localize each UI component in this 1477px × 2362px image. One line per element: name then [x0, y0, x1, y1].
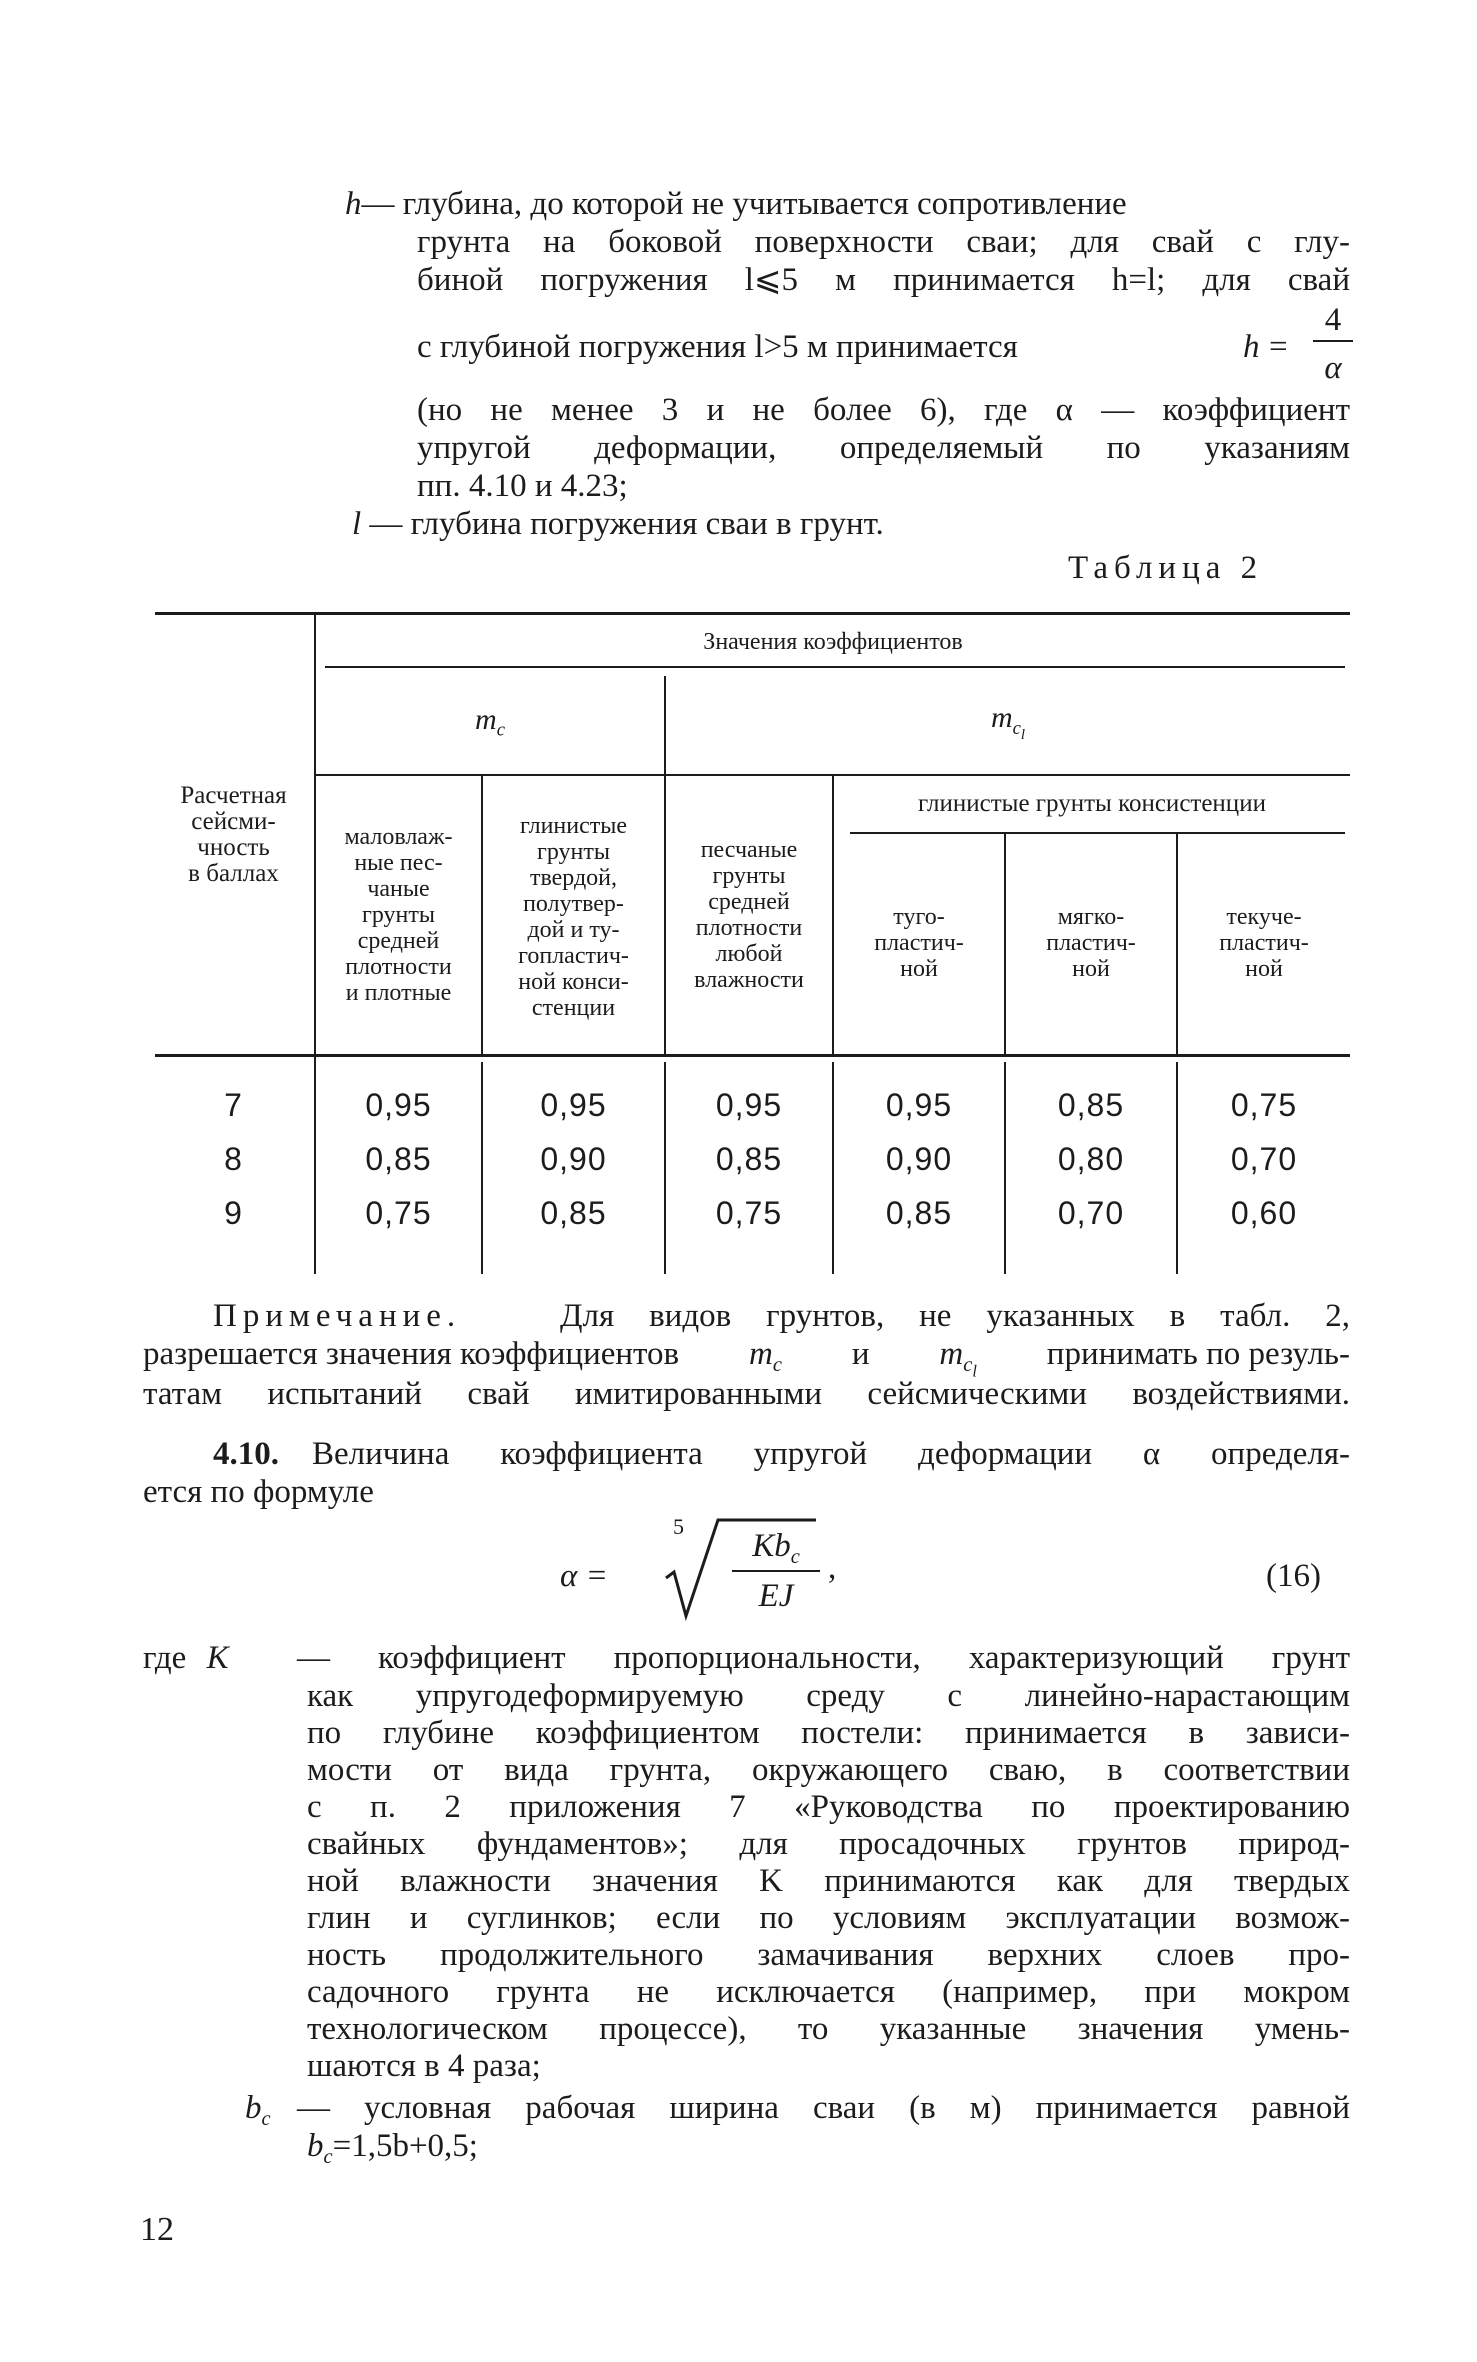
table-cell: 0,60	[1230, 1195, 1298, 1231]
section-line-1	[213, 1436, 1350, 1472]
table-cell: 0,95	[715, 1087, 783, 1123]
bc-text-1: — условная рабочая ширина сваи (в м) принимается равной	[297, 2090, 1350, 2126]
k-lead: где	[143, 1640, 187, 1676]
mcl-sub: c	[1012, 717, 1021, 739]
h-definition-line-7	[417, 468, 628, 504]
fraction-bar	[1313, 340, 1353, 342]
k-definition-line-1	[143, 1640, 1350, 1676]
formula-number: (16)	[1266, 1558, 1321, 1594]
note-text-2: разрешается значения коэффициентов	[143, 1336, 680, 1372]
k-definition-line: шаются в 4 раза;	[307, 2048, 541, 2084]
table-cell: 0,95	[540, 1087, 607, 1123]
formula-num-sub: c	[790, 1546, 800, 1569]
col-header-line: маловлаж-	[344, 824, 453, 850]
table-cell: 0,75	[365, 1195, 432, 1231]
row-label-line: Расчетная	[180, 782, 287, 809]
section-number: 4.10.	[213, 1436, 279, 1472]
h-definition-line-5	[417, 392, 1350, 428]
col-header-line: плотности	[345, 954, 452, 980]
row-label-line: сейсми-	[191, 808, 276, 835]
formula-denominator: EJ	[758, 1578, 794, 1614]
col-header-line: стенции	[531, 995, 616, 1021]
k-definition-line: мости от вида грунта, окружающего сваю, в соответствии	[307, 1752, 1350, 1788]
section-text-1: Величина коэффициента упругой деформации α определя-	[312, 1436, 1350, 1472]
header-clay-group	[834, 780, 1350, 828]
k-definition-line: ность продолжительного замачивания верхних слоев про-	[307, 1937, 1350, 1973]
k-definition-line: ной влажности значения K принимаются как для твердых	[307, 1863, 1350, 1899]
k-definition-line: с п. 2 приложения 7 «Руководства по проектированию	[307, 1789, 1350, 1825]
mcl-symbol	[990, 701, 1026, 743]
row-score: 7	[224, 1087, 243, 1123]
h-symbol-2: h	[1243, 329, 1260, 365]
row-score: 9	[224, 1195, 243, 1231]
col-header-line: туго-	[893, 904, 945, 930]
row-label-line: чность	[197, 834, 270, 861]
mc-sub: c	[496, 719, 505, 741]
h-definition-line-4	[417, 302, 1357, 394]
h-definition-text-1: — глубина, до которой не учитывается сопротивление	[361, 186, 1127, 222]
col-header-line: пластич-	[1046, 930, 1136, 956]
header-col-6	[1178, 836, 1350, 1050]
table-title	[1068, 550, 1263, 586]
equals-sign: =	[1269, 329, 1288, 365]
note-line-1	[213, 1298, 1350, 1334]
header-group	[316, 620, 1350, 664]
table-title-text: Таблица 2	[1068, 550, 1264, 586]
col-header-line: средней	[708, 889, 790, 915]
col-header-line: и плотные	[345, 980, 452, 1006]
bc-b-2: b	[307, 2128, 324, 2164]
col-header-line: ной конси-	[518, 969, 629, 995]
h-definition-line-6	[417, 430, 1350, 466]
root-index: 5	[673, 1514, 684, 1539]
col-header-line: пластич-	[1219, 930, 1309, 956]
formula-fraction-bar	[732, 1570, 820, 1572]
fraction-denominator: α	[1324, 350, 1342, 386]
col-header-line: дой и ту-	[527, 917, 620, 943]
mc-symbol	[475, 703, 505, 741]
k-definition-line: технологическом процессе), то указанные значения умень-	[307, 2011, 1350, 2047]
h-definition-text-6: упругой деформации, определяемый по указаниям	[417, 430, 1350, 466]
col-header-line: грунты	[362, 902, 435, 928]
note-text-3: татам испытаний свай имитированными сейсмическими воздействиями.	[143, 1376, 1350, 1412]
bc-sub-2: c	[323, 2146, 333, 2169]
col-header-line: мягко-	[1057, 904, 1125, 930]
table-cell: 0,85	[715, 1141, 783, 1177]
h-definition-line-1	[345, 186, 1350, 222]
table-cell: 0,95	[365, 1087, 432, 1123]
header-row-label	[155, 775, 312, 895]
formula-comma: ,	[828, 1550, 837, 1586]
k-definition-line: как упругодеформируемую среду с линейно-нарастающим	[307, 1678, 1350, 1714]
col-header-line: средней	[357, 928, 440, 954]
table-cell: 0,95	[885, 1087, 953, 1123]
clay-group-text: глинистые грунты консистенции	[918, 790, 1266, 817]
h-definition-text-4: с глубиной погружения l>5 м принимается	[417, 329, 1018, 365]
formula-16	[560, 1512, 1360, 1622]
l-definition-text: — глубина погружения сваи в грунт.	[369, 506, 884, 542]
page-number	[140, 2212, 174, 2248]
mc-m: m	[475, 703, 497, 736]
note-line-3	[143, 1376, 1350, 1412]
h-symbol: h	[345, 186, 362, 222]
col-header-line: плотности	[695, 915, 803, 941]
bc-definition-line-2	[307, 2128, 478, 2169]
h-definition-line-2	[417, 224, 1350, 260]
k-definition-line: глин и суглинков; если по условиям эксплуатации возмож-	[307, 1900, 1350, 1936]
formula-lhs: α =	[560, 1558, 608, 1594]
h-definition-text-5: (но не менее 3 и не более 6), где α — коэффициент	[417, 392, 1350, 428]
col-header-line: ной	[1245, 956, 1283, 982]
k-definition-line: по глубине коэффициентом постели: принимается в зависи-	[307, 1715, 1350, 1751]
section-line-2	[143, 1474, 374, 1510]
note-mc-sub: c	[772, 1354, 782, 1377]
note-text-2b: принимать по резуль-	[1046, 1336, 1350, 1372]
bc-b: b	[245, 2090, 262, 2126]
fraction-numerator: 4	[1324, 302, 1342, 338]
table-cell: 0,90	[540, 1141, 607, 1177]
l-symbol: l	[352, 506, 362, 542]
col-header-line: чаные	[367, 876, 430, 902]
header-col-2	[483, 780, 664, 1054]
table-cell: 0,90	[885, 1141, 953, 1177]
table-cell: 0,85	[1057, 1087, 1125, 1123]
header-col-4	[834, 836, 1004, 1050]
mcl-subsub: l	[1020, 726, 1026, 743]
header-mc	[316, 690, 664, 750]
col-header-line: твердой,	[529, 865, 618, 891]
col-header-line: грунты	[537, 839, 610, 865]
l-definition	[352, 506, 884, 542]
col-header-line: ные пес-	[354, 850, 443, 876]
h-definition-text-3: биной погружения l⩽5 м принимается h=l; для свай	[417, 262, 1350, 298]
mcl-m: m	[990, 701, 1013, 735]
k-symbol: K	[206, 1640, 229, 1676]
row-score: 8	[224, 1141, 243, 1177]
bc-symbol	[245, 2090, 271, 2131]
note-label: Примечание.	[213, 1298, 462, 1334]
note-mcl	[939, 1336, 977, 1381]
h-definition-line-3	[417, 262, 1350, 298]
header-col-3	[666, 780, 832, 1050]
col-header-line: текуче-	[1226, 904, 1302, 930]
bc-definition-line-1	[245, 2090, 1350, 2131]
table-cell: 0,70	[1057, 1195, 1125, 1231]
note-and: и	[851, 1336, 870, 1372]
col-header-line: пластич-	[874, 930, 964, 956]
row-label-line: в баллах	[188, 860, 279, 887]
bc-sub: c	[261, 2108, 271, 2131]
note-text-1: Для видов грунтов, не указанных в табл. 2,	[560, 1298, 1350, 1334]
table-cell: 0,85	[540, 1195, 607, 1231]
table-cell: 0,80	[1057, 1141, 1125, 1177]
col-header-line: песчаные	[700, 837, 798, 863]
formula-num-kb: Kb	[752, 1528, 791, 1564]
note-line-2	[143, 1336, 1350, 1381]
note-mc-m: m	[749, 1336, 773, 1372]
header-mcl	[666, 690, 1350, 750]
note-mcl-m: m	[939, 1336, 964, 1372]
header-col-1	[316, 780, 481, 1050]
k-text-1: — коэффициент пропорциональности, характеризующий грунт	[297, 1640, 1350, 1676]
col-header-line: любой	[715, 941, 783, 967]
k-definition-line: свайных фундаментов»; для просадочных грунтов природ-	[307, 1826, 1350, 1862]
col-header-line: грунты	[712, 863, 786, 889]
col-header-line: влажности	[694, 967, 804, 993]
table-cell: 0,75	[1230, 1087, 1298, 1123]
header-group-text: Значения коэффициентов	[703, 629, 963, 655]
col-header-line: полутвер-	[523, 891, 624, 917]
col-header-line: ной	[900, 956, 938, 982]
table-cell: 0,85	[365, 1141, 432, 1177]
table-cell: 0,85	[885, 1195, 953, 1231]
h-definition-text-7: пп. 4.10 и 4.23;	[417, 468, 628, 504]
col-header-line: глинистые	[519, 813, 628, 839]
note-mcl-sub: c	[963, 1354, 973, 1377]
table-cell: 0,70	[1230, 1141, 1298, 1177]
h-definition-text-2: грунта на боковой поверхности сваи; для свай с глу-	[417, 224, 1350, 260]
k-definition-line: садочного грунта не исключается (например, при мокром	[307, 1974, 1350, 2010]
table-cell: 0,75	[715, 1195, 783, 1231]
formula-numerator	[736, 1528, 816, 1569]
note-mc	[749, 1336, 782, 1377]
section-text-2: ется по формуле	[143, 1474, 374, 1510]
col-header-line: ной	[1072, 956, 1110, 982]
page-number-text: 12	[140, 2211, 174, 2248]
note-mcl-subsub: l	[972, 1361, 977, 1381]
bc-text-2: =1,5b+0,5;	[332, 2128, 478, 2164]
header-col-5	[1006, 836, 1176, 1050]
col-header-line: гопластич-	[518, 943, 629, 969]
